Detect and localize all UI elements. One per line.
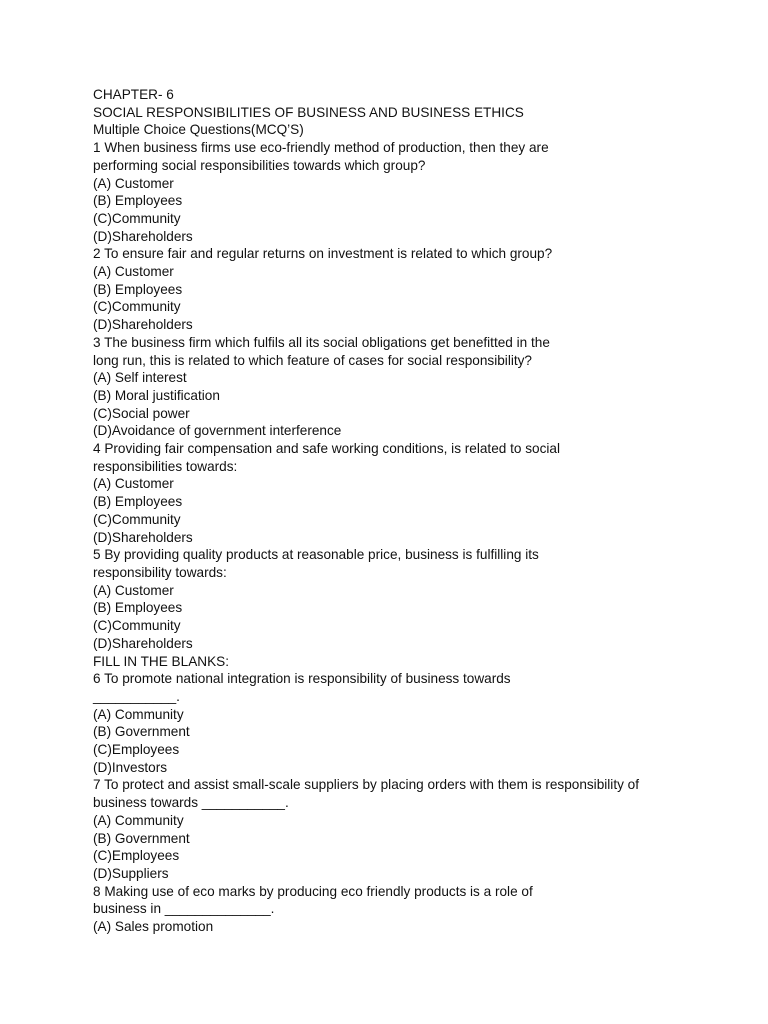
- question-text: ___________.: [93, 688, 180, 704]
- answer-option: (A) Sales promotion: [93, 919, 214, 935]
- answer-option: (A) Customer: [93, 582, 174, 598]
- question-text: responsibilities towards:: [93, 458, 238, 474]
- answer-option: (B) Employees: [93, 193, 183, 209]
- question-text: 2 To ensure fair and regular returns on investment is related to which group?: [93, 246, 553, 262]
- question-text: 5 By providing quality products at reasonable price, business is fulfilling its: [93, 547, 539, 563]
- answer-option: (D)Shareholders: [93, 228, 193, 244]
- answer-option: (B) Government: [93, 830, 190, 846]
- answer-option: (B) Government: [93, 724, 190, 740]
- answer-option: (A) Customer: [93, 476, 174, 492]
- answer-option: (B) Employees: [93, 281, 183, 297]
- answer-option: (D)Shareholders: [93, 529, 193, 545]
- question-text: 7 To protect and assist small-scale suppliers by placing orders with them is responsibility of: [93, 777, 640, 793]
- answer-option: (A) Community: [93, 706, 184, 722]
- document-page: [93, 86, 733, 936]
- answer-option: (D)Suppliers: [93, 865, 169, 881]
- answer-option: (D)Shareholders: [93, 635, 193, 651]
- answer-option: (C)Employees: [93, 848, 180, 864]
- question-text: long run, this is related to which feature of cases for social responsibility?: [93, 352, 532, 368]
- answer-option: (A) Customer: [93, 175, 174, 191]
- answer-option: (C)Employees: [93, 742, 180, 758]
- question-text: performing social responsibilities towards which group?: [93, 157, 426, 173]
- answer-option: (D)Shareholders: [93, 317, 193, 333]
- section-heading-fill-blanks: FILL IN THE BLANKS:: [93, 653, 229, 669]
- document-title: SOCIAL RESPONSIBILITIES OF BUSINESS AND BUSINESS ETHICS: [93, 104, 524, 120]
- question-text: 1 When business firms use eco-friendly method of production, then they are: [93, 140, 549, 156]
- answer-option: (C)Community: [93, 299, 181, 315]
- answer-option: (D)Avoidance of government interference: [93, 423, 342, 439]
- answer-option: (C)Social power: [93, 405, 190, 421]
- question-text: 3 The business firm which fulfils all its social obligations get benefitted in the: [93, 334, 550, 350]
- question-text: 4 Providing fair compensation and safe working conditions, is related to social: [93, 441, 560, 457]
- answer-option: (D)Investors: [93, 759, 168, 775]
- question-text: business in ______________.: [93, 901, 275, 917]
- chapter-heading: CHAPTER- 6: [93, 87, 174, 102]
- answer-option: (B) Employees: [93, 600, 183, 616]
- section-heading-mcq: Multiple Choice Questions(MCQ’S): [93, 122, 304, 138]
- question-text: 8 Making use of eco marks by producing eco friendly products is a role of: [93, 883, 533, 899]
- question-text: 6 To promote national integration is responsibility of business towards: [93, 671, 511, 687]
- answer-option: (C)Community: [93, 618, 181, 634]
- answer-option: (A) Self interest: [93, 370, 187, 386]
- answer-option: (A) Customer: [93, 264, 174, 280]
- question-text: responsibility towards:: [93, 564, 227, 580]
- answer-option: (B) Moral justification: [93, 387, 220, 403]
- question-text: business towards ___________.: [93, 795, 289, 811]
- answer-option: (C)Community: [93, 511, 181, 527]
- answer-option: (A) Community: [93, 812, 184, 828]
- answer-option: (C)Community: [93, 210, 181, 226]
- answer-option: (B) Employees: [93, 494, 183, 510]
